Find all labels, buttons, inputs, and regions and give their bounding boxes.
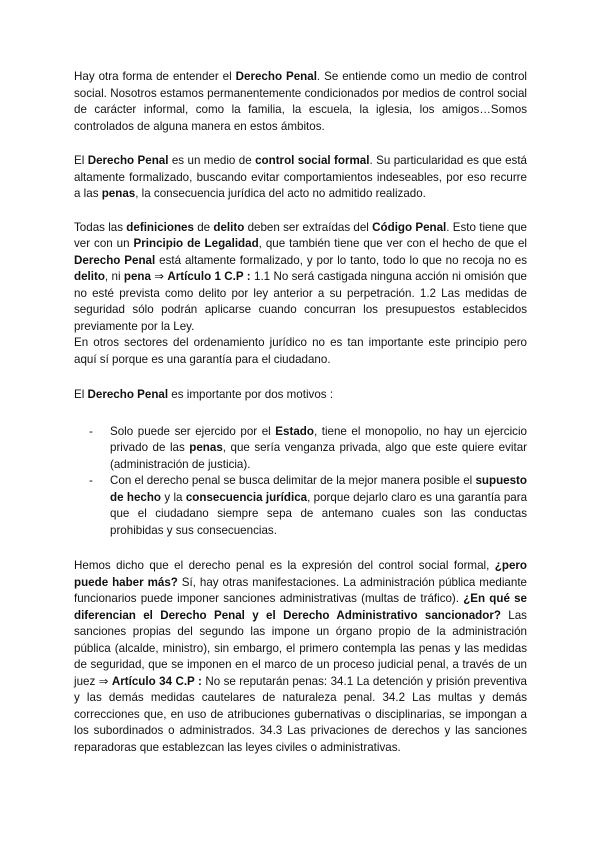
document-page (74, 69, 527, 756)
bold-term: Código Penal (372, 220, 447, 234)
bold-term: Estado (275, 424, 314, 438)
bold-term: delito (74, 270, 105, 283)
paragraph-garantia (74, 335, 527, 368)
paragraph-administrativo (74, 558, 527, 756)
bold-term: control social formal (255, 154, 370, 167)
text-run: Todas las (74, 220, 127, 234)
bold-term: Derecho Penal (235, 70, 317, 83)
bold-term: Derecho Penal (87, 388, 169, 401)
text-run: . Su particularidad es que está altamente formalizado, buscando evitar comportamientos indeseables, por eso recurre a las (74, 154, 528, 200)
paragraph-motivos (74, 387, 527, 404)
bold-term: ¿pero puede haber más? (74, 559, 527, 589)
text-run: Hay otra forma de entender el (74, 70, 236, 83)
text-run: deben ser extraídas del (244, 220, 373, 234)
text-run: es importante por dos motivos : (168, 388, 334, 401)
text-run: En otros sectores del ordenamiento jurídico no es tan importante este principio pero aquí sí porque es una garantía para el ciudadano. (74, 336, 527, 366)
bold-term: supuesto de hecho (110, 474, 527, 504)
text-run: El (74, 154, 88, 167)
text-run: Hemos dicho que el derecho penal es la expresión del control social formal, (74, 559, 495, 572)
bold-term: ¿En qué se diferencian el Derecho Penal y el Derecho Administrativo sancionador? (74, 592, 527, 622)
text-run: , la consecuencia jurídica del acto no admitido realizado. (135, 187, 426, 200)
text-run: , porque dejarlo claro es una garantía para que el ciudadano siempre sepa de antemano cuales son las conductas prohibidas y sus consecuencias. (110, 490, 528, 537)
bold-term: penas (189, 441, 223, 454)
text-run: ⇒ (150, 270, 168, 283)
bold-term: penas (101, 187, 136, 200)
text-run: Las sanciones propias del segundo las impone un órgano propio de la administración pública (alcalde, ministro), sin embargo, el primero contempla las penas y las medidas de seguridad, que se imponen en el marco de un proceso judicial penal, a través de un juez ⇒ (74, 608, 527, 688)
text-run: es un medio de (168, 154, 256, 167)
paragraph-legalidad (74, 220, 527, 336)
text-run: El (74, 388, 88, 401)
bold-term: Principio de Legalidad (133, 237, 259, 250)
text-run: . Esto tiene que ver con un (74, 220, 527, 250)
text-run: Solo puede ser ejercido por el (110, 424, 276, 438)
bold-term: Artículo 1 C.P : (167, 270, 251, 283)
bold-term: definiciones (126, 220, 194, 234)
bold-term: consecuencia jurídica (185, 490, 308, 504)
text-run: , tiene el monopolio, no hay un ejercicio privado de las (110, 424, 527, 454)
dash-bullet: - (89, 424, 93, 438)
paragraph-control-social (74, 69, 527, 135)
text-run: Con el derecho penal se busca delimitar de la mejor manera posible el (110, 474, 476, 487)
text-run: 1.1 No será castigada ninguna acción ni omisión que no esté prevista como delito por ley anterior a su perpetración. 1.2 Las medidas de seguridad sólo podrán aplicarse cuando concurran los presupuestos establecidos previamente por la Ley. (74, 270, 527, 333)
motivos-list (74, 424, 527, 540)
bold-term: delito (213, 220, 245, 234)
bold-term: Derecho Penal (74, 253, 156, 267)
bold-term: Derecho Penal (87, 154, 169, 167)
text-run: . Se entiende como un medio de control social. Nosotros estamos permanentemente condicionados por medios de control social de carácter informal, como la familia, la escuela, la iglesia, los amigos…Somos controlados de alguna manera en estos ámbitos. (74, 70, 527, 133)
text-run: No se reputarán penas: 34.1 La detención y prisión preventiva y las demás medidas cautelares de naturaleza penal. 34.2 Las multas y demás correcciones que, en uso de atribuciones gubernativas o disciplinarias, se impongan a los subordinados o administrados. 34.3 Las privaciones de derechos y las sanciones reparadoras que establezcan las leyes civiles o administrativas. (74, 674, 527, 754)
text-run: Sí, hay otras manifestaciones. La administración pública mediante funcionarios puede imponer sanciones administrativas (multas de tráfico). (74, 575, 527, 605)
text-run: y la (161, 490, 186, 504)
text-run: de (193, 220, 214, 234)
text-run: , que sería venganza privada, algo que este quiere evitar (administración de justicia). (110, 441, 527, 471)
text-run: , que también tiene que ver con el hecho de que el (258, 237, 528, 250)
bold-term: Artículo 34 C.P : (111, 674, 202, 688)
bold-term: pena (123, 270, 151, 283)
paragraph-control-formal (74, 153, 527, 203)
list-item (74, 473, 527, 539)
dash-bullet: - (89, 474, 93, 487)
text-run: , ni (104, 270, 124, 283)
text-run: está altamente formalizado, y por lo tanto, todo lo que no recoja no es (155, 253, 528, 267)
list-item (74, 424, 527, 474)
